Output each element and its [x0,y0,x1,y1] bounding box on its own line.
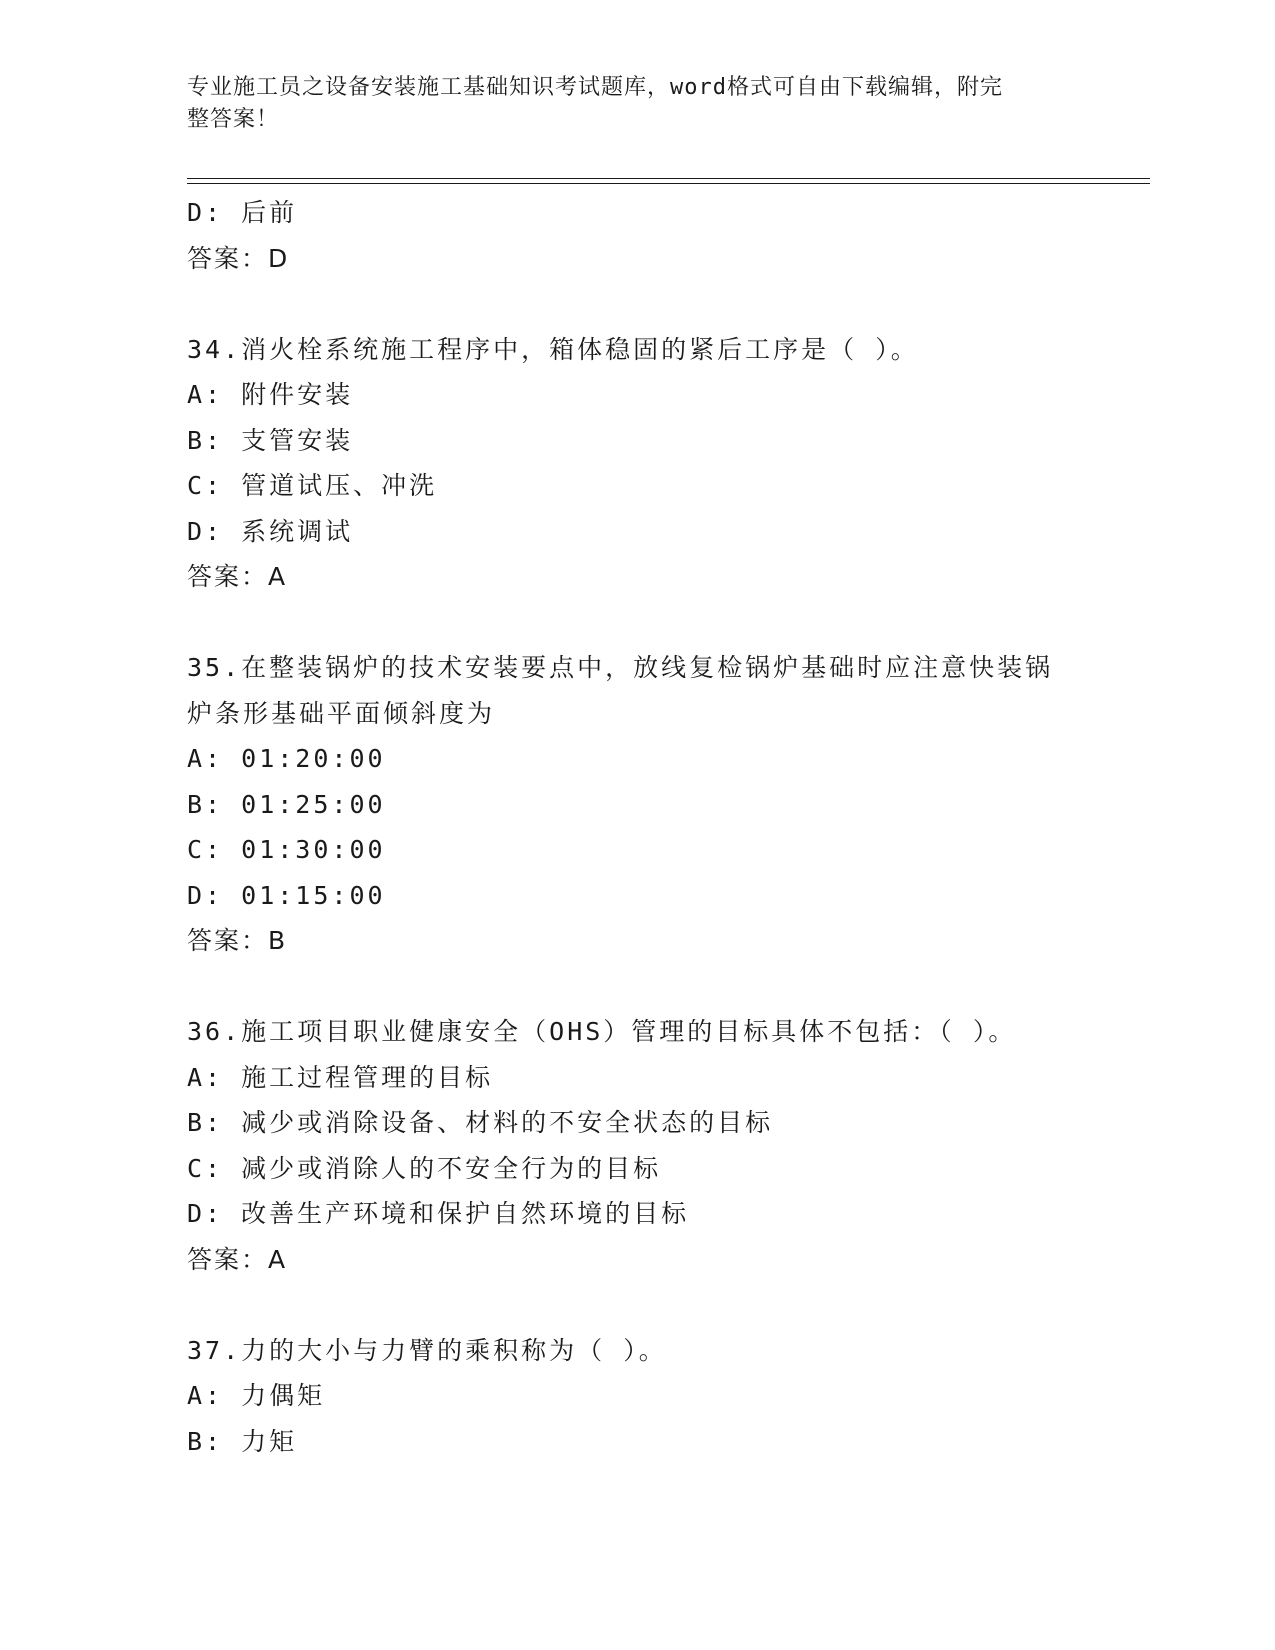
option-d: D: 改善生产环境和保护自然环境的目标 [187,1199,690,1228]
option-a: A: 施工过程管理的目标 [187,1062,494,1092]
header-line-2: 整答案！ [187,107,280,132]
option-a: A: 01:20:00 [187,744,386,773]
header-divider-top [187,178,1150,179]
option-d: D: 后前 [187,198,298,227]
header-line-1: 专业施工员之设备安装施工基础知识考试题库，word格式可自由下载编辑，附完 [187,75,1003,100]
question-34-stem: 34.消火栓系统施工程序中，箱体稳固的紧后工序是（ ）。 [187,334,919,364]
answer-line: 答案：A [187,1244,288,1274]
header-divider-bottom [187,183,1150,184]
option-c: C: 减少或消除人的不安全行为的目标 [187,1153,662,1183]
question-35-stem-line-1: 35.在整装锅炉的技术安装要点中，放线复检锅炉基础时应注意快装锅 [187,653,1054,682]
option-d: D: 01:15:00 [187,880,386,910]
option-b: B: 力矩 [187,1426,298,1456]
option-a: A: 力偶矩 [187,1381,326,1410]
answer-line: 答案：D [187,243,290,273]
spacer [187,1282,1087,1328]
document-header [187,72,1067,136]
question-37-stem: 37.力的大小与力臂的乘积称为（ ）。 [187,1335,667,1365]
option-b: B: 支管安装 [187,425,354,455]
answer-line: 答案：B [187,926,288,955]
question-36-stem: 36.施工项目职业健康安全（OHS）管理的目标具体不包括：（ ）。 [187,1017,1017,1046]
option-b: B: 减少或消除设备、材料的不安全状态的目标 [187,1108,774,1137]
question-35-stem-line-2: 炉条形基础平面倾斜度为 [187,698,496,728]
spacer [187,964,1087,1010]
spacer [187,600,1087,646]
answer-line: 答案：A [187,562,288,591]
option-d: D: 系统调试 [187,516,354,546]
option-a: A: 附件安装 [187,380,354,409]
question-list [187,190,1087,1464]
option-b: B: 01:25:00 [187,789,386,819]
option-c: C: 管道试压、冲洗 [187,471,438,500]
option-c: C: 01:30:00 [187,835,386,864]
spacer [187,281,1087,327]
